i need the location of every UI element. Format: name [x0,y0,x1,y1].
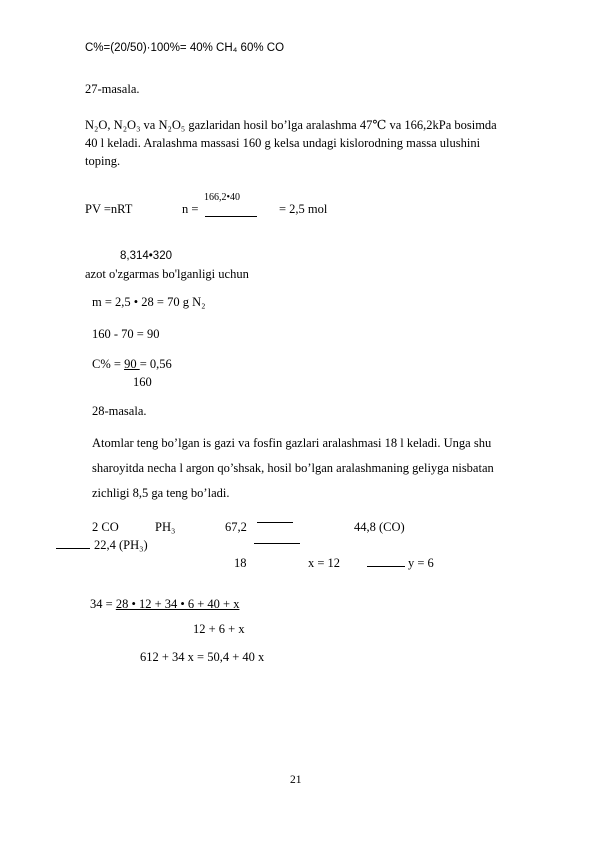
c-numerator: 90 [124,357,140,371]
arrow-line [254,543,300,544]
x-value: x = 12 [308,556,341,570]
eq34-numerator: 28 • 12 + 34 • 6 + 40 + x [115,597,240,611]
c-denominator: 160 [133,375,152,389]
mass-nitrogen: m = 2,5 • 28 = 70 g N₂ [92,295,206,309]
y-value: y = 6 [408,556,434,570]
eq34-denominator: 12 + 6 + x [193,622,245,636]
percent-formula: C%=(20/50)·100%= 40% CH₄ 60% CO [85,42,285,54]
co-label: 2 CO [92,520,119,534]
final-equation: 612 + 34 x = 50,4 + 40 x [140,650,265,664]
value-18: 18 [234,556,247,570]
density-equation [90,597,239,612]
eq34-prefix: 34 = [90,597,116,611]
c-prefix: C% = [92,357,125,371]
problem-27-text-line-1: N₂O, N₂O₃ va N₂O₅ gazlaridan hosil bo’lga aralashma 47℃ va 166,2kPa bosimda [85,118,497,132]
problem-27-text-line-2: 40 l keladi. Aralashma massasi 160 g kelsa undagi kislorodning massa ulushini [85,136,481,150]
problem-28-text-line-3: zichligi 8,5 ga teng bo’ladi. [92,486,230,500]
problem-27-heading: 27-masala. [85,82,140,96]
problem-28-text-line-1: Atomlar teng bo’lgan is gazi va fosfin gazlari aralashmasi 18 l keladi. Unga shu [92,436,492,450]
arrow-line [257,522,293,523]
ideal-gas-equation: PV =nRT [85,202,133,216]
ph3-label: PH₃ [155,520,176,534]
nitrogen-note: azot o'zgarmas bo'lganligi uchun [85,267,249,281]
volume-co: 44,8 (CO) [354,520,405,534]
mass-difference: 160 - 70 = 90 [92,327,160,341]
problem-27-text-line-3: toping. [85,154,121,168]
fraction-bar [205,216,257,217]
volume-ph3: 22,4 (PH₃) [94,538,148,552]
problem-28-text-line-2: sharoyitda necha l argon qo’shsak, hosil bo’lgan aralashmaning geliyga nisbatan [92,461,494,475]
n-result: = 2,5 mol [279,202,328,216]
volume-67-2: 67,2 [225,520,247,534]
arrow-line [56,548,90,549]
n-denominator: 8,314•320 [120,250,172,262]
oxygen-percent [92,357,172,372]
n-numerator: 166,2•40 [204,192,241,203]
n-equals: n = [182,202,199,216]
page-number: 21 [290,774,302,786]
arrow-line [367,566,405,567]
c-result: = 0,56 [139,357,172,371]
problem-28-heading: 28-masala. [92,404,147,418]
